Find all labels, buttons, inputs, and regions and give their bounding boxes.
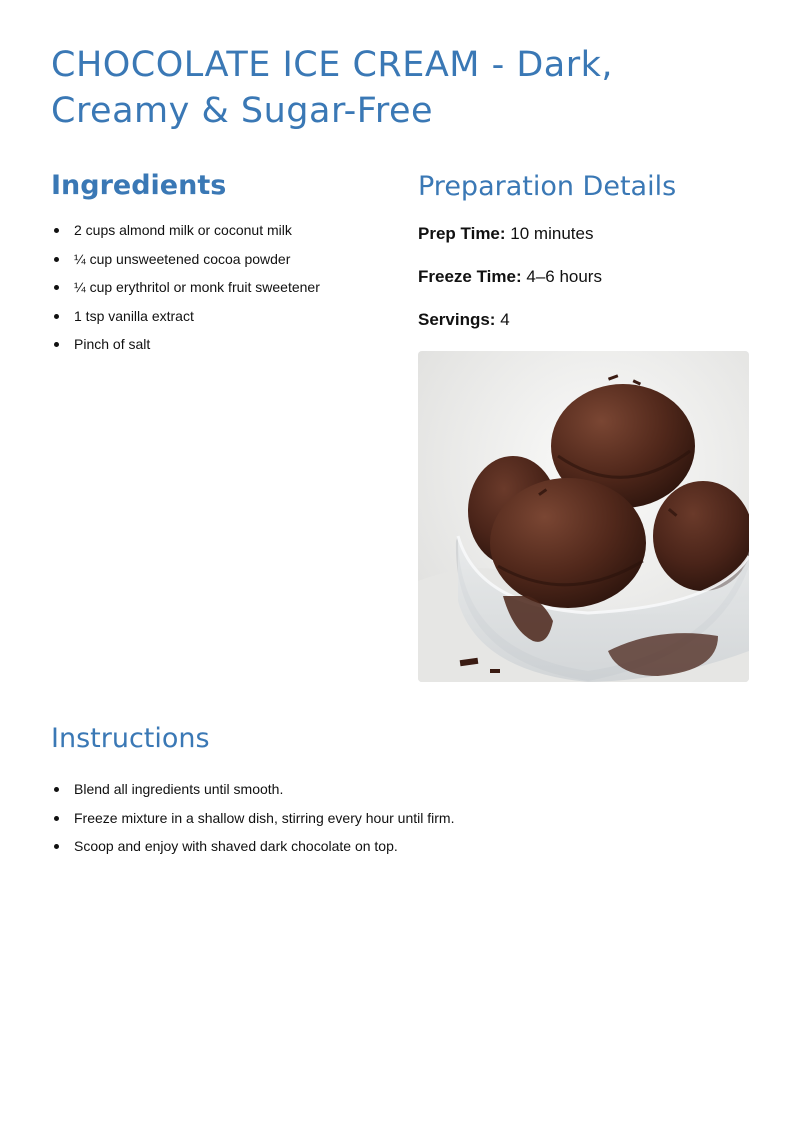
servings — [418, 309, 510, 331]
prep-time — [418, 223, 593, 245]
ice-cream-photo — [418, 351, 749, 682]
instruction-step: Scoop and enjoy with shaved dark chocolate on top. — [51, 832, 751, 861]
instruction-step: Freeze mixture in a shallow dish, stirring every hour until firm. — [51, 804, 751, 833]
instructions-list — [51, 775, 751, 861]
freeze-time-value: 4–6 hours — [526, 267, 602, 286]
preparation-heading: Preparation Details — [418, 171, 677, 202]
instructions-heading: Instructions — [51, 723, 210, 754]
prep-time-label: Prep Time: — [418, 224, 506, 243]
freeze-time — [418, 266, 602, 288]
ingredient-item: ¼ cup unsweetened cocoa powder — [51, 245, 391, 274]
ingredients-heading: Ingredients — [51, 170, 227, 201]
page-title: CHOCOLATE ICE CREAM - Dark, Creamy & Sugar-Free — [51, 45, 614, 131]
servings-value: 4 — [500, 310, 510, 329]
ingredient-item: 1 tsp vanilla extract — [51, 302, 391, 331]
servings-label: Servings: — [418, 310, 496, 329]
ingredient-item: 2 cups almond milk or coconut milk — [51, 216, 391, 245]
ice-cream-bowl-icon — [418, 351, 749, 682]
ingredients-list — [51, 216, 391, 359]
instruction-step: Blend all ingredients until smooth. — [51, 775, 751, 804]
freeze-time-label: Freeze Time: — [418, 267, 522, 286]
prep-time-value: 10 minutes — [510, 224, 594, 243]
ingredient-item: Pinch of salt — [51, 330, 391, 359]
ingredient-item: ¼ cup erythritol or monk fruit sweetener — [51, 273, 391, 302]
